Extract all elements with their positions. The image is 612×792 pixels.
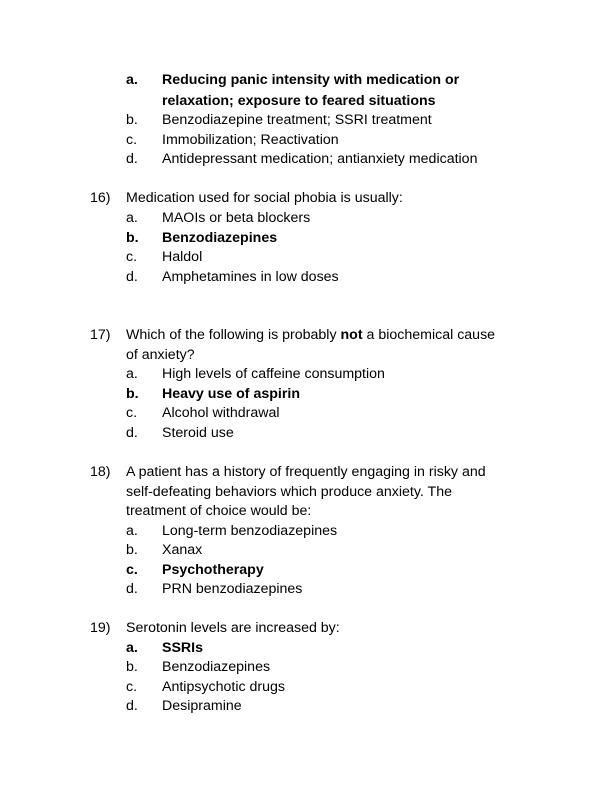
option-letter: b.: [126, 386, 139, 402]
stem-text: Which of the following is probably: [126, 327, 341, 343]
question-stem: [126, 325, 495, 345]
option-letter: c.: [126, 132, 138, 148]
question-stem: treatment of choice would be:: [126, 503, 312, 519]
question-number: 19): [90, 620, 111, 636]
option-text: Haldol: [162, 249, 203, 265]
option-letter: d.: [126, 581, 138, 597]
option-letter: c.: [126, 562, 138, 578]
stem-emphasis: not: [340, 327, 363, 343]
option-letter: d.: [126, 151, 138, 167]
option-text: Antipsychotic drugs: [162, 679, 286, 695]
option-letter: d.: [126, 269, 138, 285]
option-text: PRN benzodiazepines: [162, 581, 303, 597]
question-stem: A patient has a history of frequently engaging in risky and: [126, 464, 486, 480]
option-letter: a.: [126, 366, 138, 382]
question-number: 16): [90, 190, 111, 206]
option-text-correct: Heavy use of aspirin: [162, 386, 300, 402]
stem-text: a biochemical cause: [362, 327, 496, 343]
option-letter: c.: [126, 405, 138, 421]
option-text: Desipramine: [162, 698, 242, 714]
option-text: Antidepressant medication; antianxiety medication: [162, 151, 478, 167]
option-letter: b.: [126, 659, 138, 675]
option-letter: c.: [126, 249, 138, 265]
option-text: Long-term benzodiazepines: [162, 523, 338, 539]
question-number: 17): [90, 327, 111, 343]
option-text-correct: Benzodiazepines: [162, 230, 278, 246]
option-letter: c.: [126, 679, 138, 695]
option-text: Steroid use: [162, 425, 234, 441]
option-text: Immobilization; Reactivation: [162, 132, 339, 148]
question-stem: Serotonin levels are increased by:: [126, 620, 340, 636]
option-letter: d.: [126, 698, 138, 714]
option-letter: b.: [126, 542, 138, 558]
option-text: Benzodiazepine treatment; SSRI treatment: [162, 112, 432, 128]
option-text-correct: relaxation; exposure to feared situations: [162, 93, 436, 109]
option-text-correct: Psychotherapy: [162, 562, 264, 578]
option-text-correct: SSRIs: [162, 640, 204, 656]
question-number: 18): [90, 464, 111, 480]
option-letter: b.: [126, 230, 139, 246]
question-stem: Medication used for social phobia is usually:: [126, 190, 403, 206]
option-text: Alcohol withdrawal: [162, 405, 280, 421]
question-stem: self-defeating behaviors which produce anxiety. The: [126, 484, 452, 500]
option-letter: a.: [126, 210, 138, 226]
option-letter: b.: [126, 112, 138, 128]
option-letter: a.: [126, 72, 138, 88]
option-letter: d.: [126, 425, 138, 441]
option-text: MAOIs or beta blockers: [162, 210, 311, 226]
question-stem: of anxiety?: [126, 347, 195, 363]
option-text: Xanax: [162, 542, 203, 558]
option-text: Amphetamines in low doses: [162, 269, 339, 285]
option-letter: a.: [126, 523, 138, 539]
option-text: High levels of caffeine consumption: [162, 366, 385, 382]
option-letter: a.: [126, 640, 138, 656]
option-text: Benzodiazepines: [162, 659, 271, 675]
option-text-correct: Reducing panic intensity with medication or: [162, 72, 460, 88]
